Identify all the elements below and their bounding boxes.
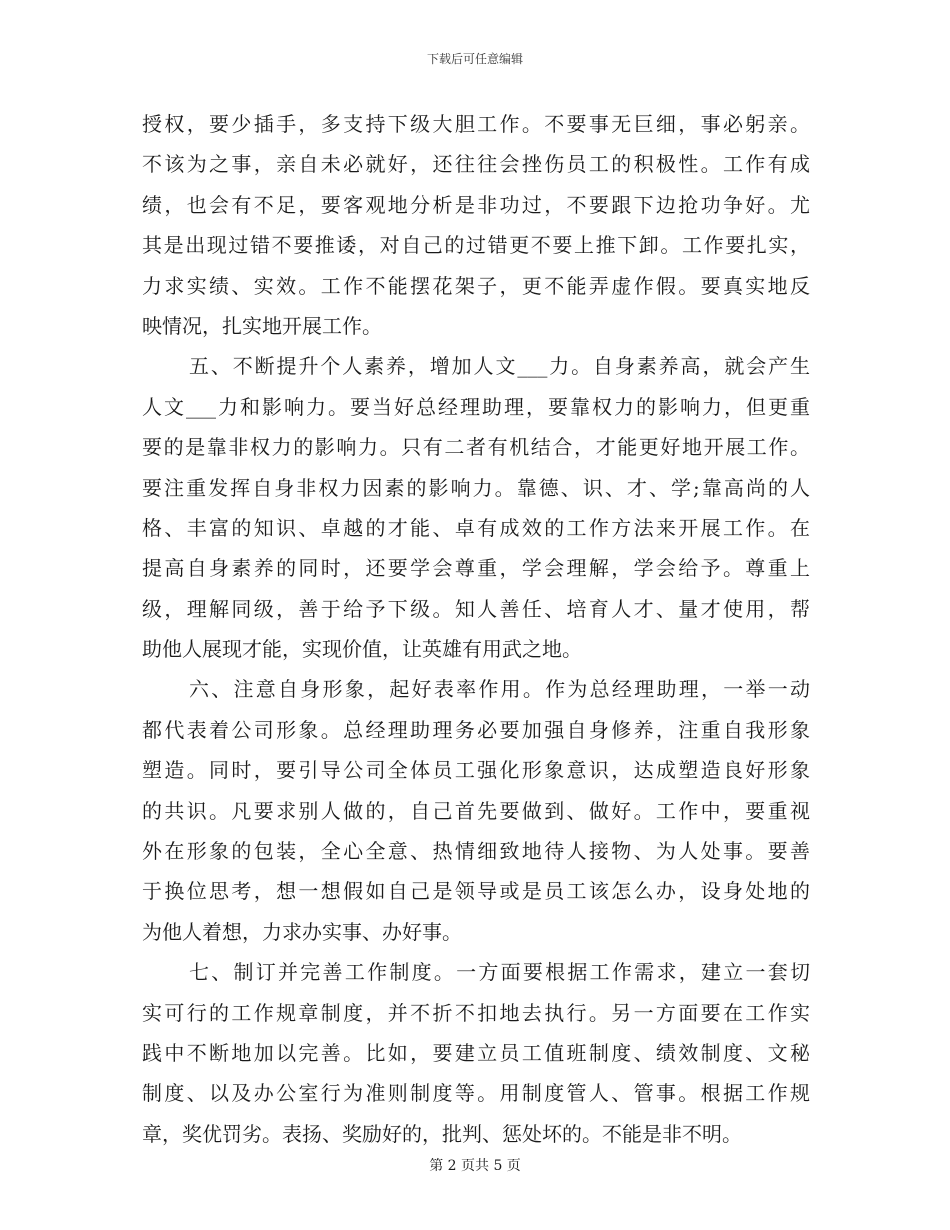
text-line: 于换位思考，想一想假如自己是领导或是员工该怎么办，设身处地的 bbox=[142, 879, 810, 904]
text-line: 不该为之事，亲自未必就好，还往往会挫伤员工的积极性。工作有成 bbox=[142, 152, 810, 177]
text-line: 塑造。同时，要引导公司全体员工强化形象意识，达成塑造良好形象 bbox=[142, 758, 810, 783]
text-line: 格、丰富的知识、卓越的才能、卓有成效的工作方法来开展工作。在 bbox=[142, 515, 810, 540]
page-footer: 第 2 页共 5 页 bbox=[429, 1158, 521, 1174]
text-line: 授权，要少插手，多支持下级大胆工作。不要事无巨细，事必躬亲。 bbox=[142, 112, 810, 136]
paragraph bbox=[142, 104, 810, 346]
paragraph bbox=[142, 952, 810, 1154]
text-line: 践中不断地加以完善。比如，要建立员工值班制度、绩效制度、文秘 bbox=[142, 1040, 810, 1065]
paragraph bbox=[142, 669, 810, 952]
text-line: 六、注意自身形象，起好表率作用。作为总经理助理，一举一动 bbox=[189, 677, 810, 702]
text-line: 映情况，扎实地开展工作。 bbox=[142, 313, 382, 338]
text-line: 七、制订并完善工作制度。一方面要根据工作需求，建立一套切 bbox=[189, 960, 810, 985]
text-line: 要的是靠非权力的影响力。只有二者有机结合，才能更好地开展工作。 bbox=[142, 435, 810, 460]
text-line: 制度、以及办公室行为准则制度等。用制度管人、管事。根据工作规 bbox=[142, 1081, 810, 1106]
text-line: 力求实绩、实效。工作不能摆花架子，更不能弄虚作假。要真实地反 bbox=[142, 273, 810, 298]
paragraph bbox=[142, 346, 810, 669]
text-line: 助他人展现才能，实现价值，让英雄有用武之地。 bbox=[142, 637, 582, 662]
text-line: 为他人着想，力求办实事、办好事。 bbox=[142, 919, 462, 944]
document-body bbox=[142, 104, 810, 1154]
text-line: 五、不断提升个人素养，增加人文___力。自身素养高，就会产生 bbox=[189, 354, 810, 379]
text-line: 章，奖优罚劣。表扬、奖励好的，批判、惩处坏的。不能是非不明。 bbox=[142, 1121, 742, 1146]
text-line: 外在形象的包装，全心全意、热情细致地待人接物、为人处事。要善 bbox=[142, 839, 810, 864]
text-line: 人文___力和影响力。要当好总经理助理，要靠权力的影响力，但更重 bbox=[142, 394, 810, 419]
text-line: 要注重发挥自身非权力因素的影响力。靠德、识、才、学;靠高尚的人 bbox=[142, 475, 810, 500]
text-line: 实可行的工作规章制度，并不折不扣地去执行。另一方面要在工作实 bbox=[142, 1000, 810, 1025]
text-line: 的共识。凡要求别人做的，自己首先要做到、做好。工作中，要重视 bbox=[142, 798, 810, 823]
text-line: 绩，也会有不足，要客观地分析是非功过，不要跟下边抢功争好。尤 bbox=[142, 192, 810, 217]
text-line: 级，理解同级，善于给予下级。知人善任、培育人才、量才使用，帮 bbox=[142, 596, 810, 621]
page-header: 下载后可任意编辑 bbox=[426, 52, 523, 66]
text-line: 都代表着公司形象。总经理助理务必要加强自身修养，注重自我形象 bbox=[142, 717, 810, 742]
text-line: 其是出现过错不要推诿，对自己的过错更不要上推下卸。工作要扎实， bbox=[142, 233, 810, 258]
text-line: 提高自身素养的同时，还要学会尊重，学会理解，学会给予。尊重上 bbox=[142, 556, 810, 581]
